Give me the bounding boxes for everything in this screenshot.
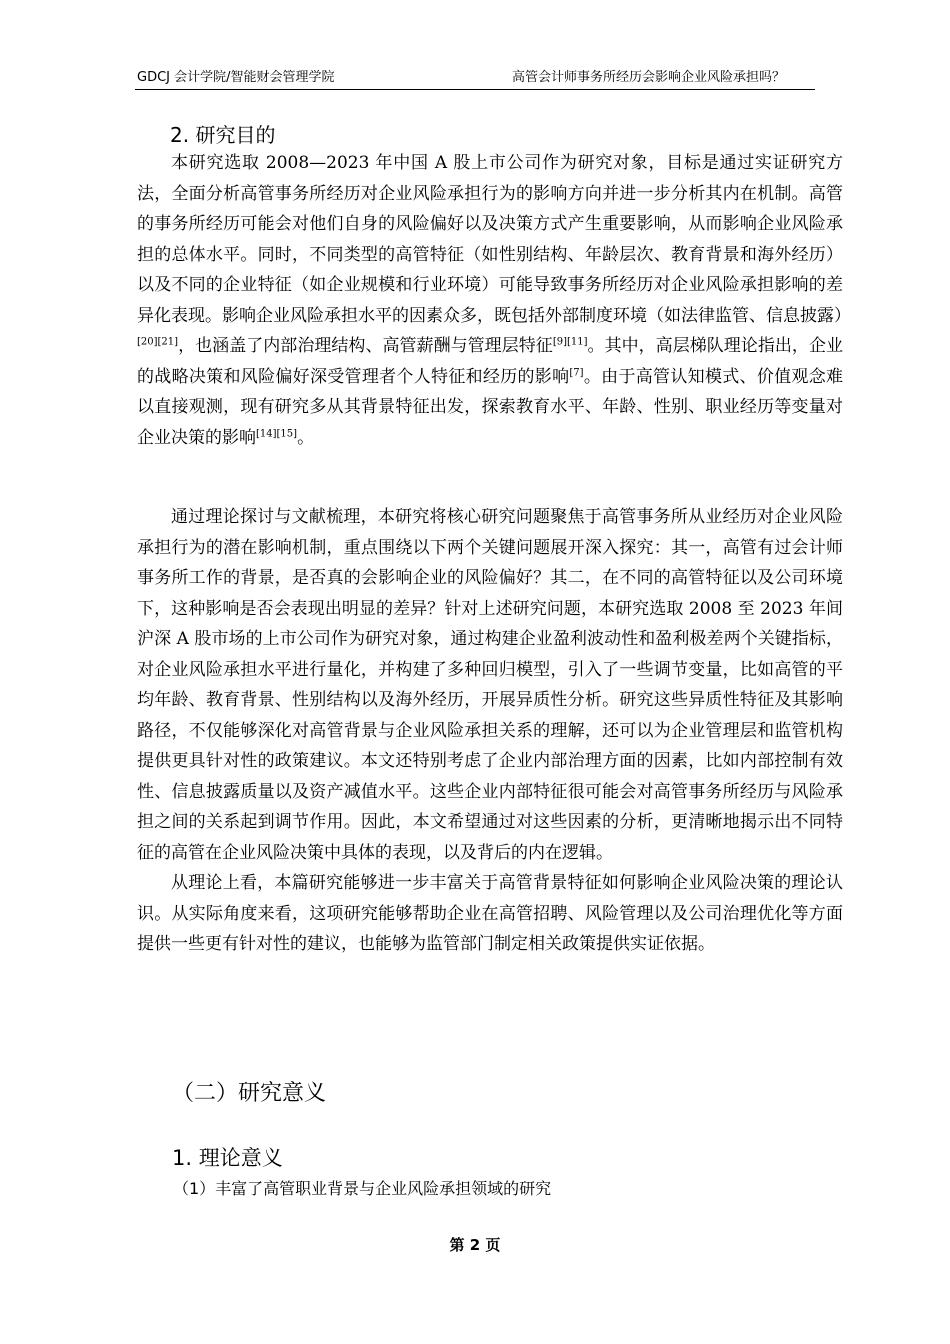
section-heading-significance: （二）研究意义 bbox=[172, 1081, 327, 1106]
purpose-body-2 bbox=[137, 502, 843, 960]
paragraph-1 bbox=[137, 148, 851, 453]
header-right-text: 高管会计师事务所经历会影响企业风险承担吗？ bbox=[512, 70, 786, 85]
paragraph-3: 从理论上看，本篇研究能够进一步丰富关于高管背景特征如何影响企业风险决策的理论认识。从实际角度来看，这项研究能够帮助企业在高管招聘、风险管理以及公司治理优化等方面提供一些更有针对性的建议，也能够为监管部门制定相关政策提供实证依据。 bbox=[137, 873, 843, 954]
citation-7: [7] bbox=[569, 366, 584, 378]
header-left-text: GDCJ 会计学院/智能财会管理学院 bbox=[137, 70, 335, 85]
paragraph-2: 通过理论探讨与文献梳理，本研究将核心研究问题聚焦于高管事务所从业经历对企业风险承担行为的潜在影响机制，重点围绕以下两个关键问题展开深入探究：其一，高管有过会计师事务所工作的背景，是否真的会影响企业的风险偏好？其二，在不同的高管特征以及公司环境下，这种影响是否会表现出明显的差异？针对上述研究问题，本研究选取 2008 至 2023 年间沪深 A 股市场的上市公司作为研究对象，通过构建企业盈利波动性和盈利极差两个关键指标，对企业风险承担水平进行量化，并构建了多种回归模型，引入了一些调节变量，比如高管的平均年龄、教育背景、性别结构以及海外经历，开展异质性分析。研究这些异质性特征及其影响路径，不仅能够深化对高管背景与企业风险承担关系的理解，还可以为企业管理层和监管机构提供更具针对性的政策建议。本文还特别考虑了企业内部治理方面的因素，比如内部控制有效性、信息披露质量以及资产减值水平。这些企业内部特征很可能会对高管事务所经历与风险承担之间的关系起到调节作用。因此，本文希望通过对这些因素的分析，更清晰地揭示出不同特征的高管在企业风险决策中具体的表现，以及背后的内在逻辑。 bbox=[137, 507, 843, 863]
list-item-1: （1）丰富了高管职业背景与企业风险承担领域的研究 bbox=[173, 1179, 552, 1198]
header-divider bbox=[135, 89, 815, 90]
subsection-heading-theory: 1. 理论意义 bbox=[172, 1146, 283, 1170]
p1-text-a: 本研究选取 2008—2023 年中国 A 股上市公司作为研究对象，目标是通过实证研究方法，全面分析高管事务所经历对企业风险承担行为的影响方向并进一步分析其内在机制。高管的事务所经历可能会对他们自身的风险偏好以及决策方式产生重要影响，从而影响企业风险承担的总体水平。同时，不同类型的高管特征（如性别结构、年龄层次、教育背景和海外经历）以及不同的企业特征（如企业规模和行业环境）可能导致事务所经历对企业风险承担影响的差异化表现。影响企业风险承担水平的因素众多，既包括外部制度环境（如法律监管、信息披露） bbox=[137, 153, 851, 326]
purpose-body bbox=[137, 148, 851, 453]
citation-14-15: [14][15] bbox=[256, 427, 298, 439]
citation-20-21: [20][21] bbox=[137, 336, 179, 348]
p1-text-d: 。由于高管认知模式、价值观念难以直接观测，现有研究多从其背景特征出发，探索教育水平、年龄、性别、职业经历等变量对企业决策的影响 bbox=[137, 366, 844, 448]
p1-text-b: ，也涵盖了内部治理结构、高管薪酬与管理层特征 bbox=[178, 336, 553, 356]
p1-text-c: 。其中，高层梯队理论指出，企业的战略决策和风险偏好深受管理者个人特征和经历的影响 bbox=[137, 336, 844, 387]
citation-9-11: [9][11] bbox=[552, 336, 588, 348]
p1-text-e: 。 bbox=[297, 427, 315, 448]
page-number: 第 2 页 bbox=[449, 1236, 501, 1254]
section-heading-purpose: 2. 研究目的 bbox=[170, 123, 276, 147]
